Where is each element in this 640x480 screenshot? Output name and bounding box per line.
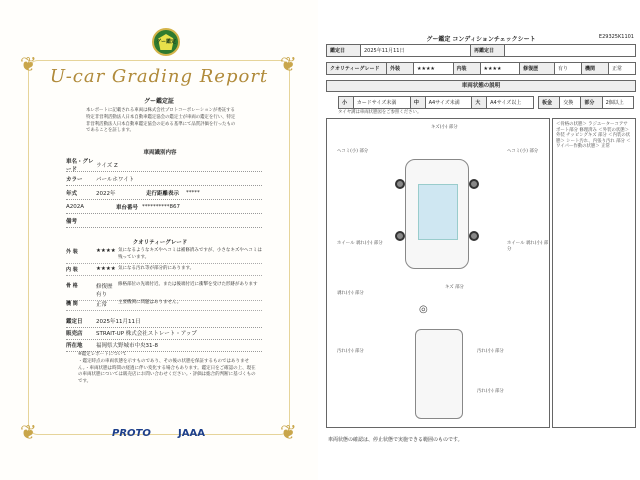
- goo-appraisal-logo: グー鑑定: [152, 28, 180, 56]
- swirl-ornament-icon: ❦: [20, 420, 37, 444]
- quality-section-title: クオリティーグレード: [132, 240, 188, 246]
- steering-wheel-icon: ◎: [419, 304, 428, 315]
- grade-row-exterior: 外 装 ★★★★ 気になるようなキズやヘコミは補修済みですが、小さなキズやヘコミは残っています。: [66, 248, 262, 264]
- label-front-right: ヘコミ(小) 部分: [507, 149, 539, 154]
- side-notes-panel: ＜骨格の状態＞ ラジエーターコアサポート部分 修理済み ＜外装の状態＞ 外装 チッピングキズ 部分 ＜内装の状態＞ シート汚れ、内張り汚れ 部分 ＜ワイパー作動の状態＞ 正常: [552, 118, 636, 428]
- tire-front-right-icon: [469, 179, 479, 189]
- label-floor: 汚れ(小) 部分: [477, 389, 504, 394]
- proto-logo: PROTO: [112, 428, 151, 439]
- intro-text: 本レポートに記載される車両は株式会社プロトコーポレーションが委託する特定非営利活動法人日本自動車鑑定協会の鑑定士が車両の鑑定を行い、特定非営利活動法人日本自動車鑑定協会の定める基準にて品質評価を行ったものであることを証します。: [86, 108, 236, 134]
- tire-front-left-icon: [395, 179, 405, 189]
- label-left-wheel: ホイール 剥れ(小) 部分: [337, 241, 383, 246]
- dates-table: 鑑定日 2025年11月11日 再鑑定日: [326, 44, 636, 57]
- grade-row-frame: 骨 格 修復歴 有り 修格部位の先端付近、または後端付近に衝撃を受けた形跡があります: [66, 282, 262, 301]
- report-brand-title: U-car Grading Report: [49, 66, 269, 87]
- tire-note: タイヤ溝は車両状態図をご参照ください。: [338, 110, 422, 115]
- label-front-left: ヘコミ(小) 部分: [337, 149, 369, 154]
- label-right-wheel: ホイール 剥れ(小) 部分: [507, 241, 549, 252]
- state-section-title: 車両状態の説明: [326, 80, 636, 92]
- swirl-ornament-icon: ❦: [280, 420, 297, 444]
- label-seat-right: 汚れ(小) 部分: [477, 349, 504, 354]
- label-seat-left: 汚れ(小) 部分: [337, 349, 364, 354]
- appraisal-date-row: 鑑定日 2025年11月11日: [66, 314, 262, 328]
- vehicle-remarks-row: 備考: [66, 214, 262, 228]
- condition-check-sheet: [322, 0, 640, 480]
- tire-rear-left-icon: [395, 231, 405, 241]
- label-rear-bumper: 剥れ(小) 部分: [337, 291, 364, 296]
- swirl-ornament-icon: ❦: [280, 52, 297, 76]
- vehicle-section-title: 車両識別内容: [143, 150, 177, 156]
- tire-rear-right-icon: [469, 231, 479, 241]
- report-notes: ※鑑定レポートについて ・鑑定時点の車両状態を示すものであり、その後の状態を保証するものではありません。・車両状態は時間の経過に伴い変化する場合もあります。鑑定日をご確認の上、現在の車両状態については販売店にお問い合わせください。・評価は総合的判断に基づくものです。: [78, 352, 256, 385]
- sheet-footer: 車両状態の確認は、停止状態で実施できる範囲のものです。: [328, 437, 463, 443]
- roof-glass: [418, 184, 458, 240]
- car-top-view: [405, 159, 469, 269]
- size-legend-table: 小 カードサイズ未満 中 A4サイズ未満 大 A4サイズ以上: [338, 96, 534, 109]
- label-rear-panel: キズ 部分: [445, 285, 464, 290]
- grade-row-engine: 機 関 正常 主要機関に問題はありません。: [66, 300, 262, 311]
- sheet-title: グー鑑定 コンディションチェックシート: [426, 36, 536, 43]
- vehicle-diagram-area: [326, 118, 550, 428]
- jaaa-logo: JAAA: [178, 428, 205, 439]
- label-roof: キズ(小) 部分: [431, 125, 458, 130]
- grade-row-interior: 内 装 ★★★★ 気になる汚れ等が部分的にあります。: [66, 266, 262, 276]
- type-legend-table: 板金 交換 部分 2個以上: [538, 96, 634, 109]
- vehicle-color-row: カラー パールホワイト: [66, 172, 262, 186]
- vehicle-year-row: 年式 2022年 走行距離表示 *****: [66, 186, 262, 200]
- document-number: E29325K1101: [598, 34, 634, 40]
- certificate-title: グー鑑定証: [143, 98, 174, 105]
- vehicle-vin-row: A202A 車台番号 **********867: [66, 200, 262, 214]
- quality-grade-table: クオリティーグレード 外装 ★★★★ 内装 ★★★★ 修復歴 有り 機関 正常: [326, 62, 636, 75]
- grading-report-certificate: [0, 0, 318, 480]
- location-row: 所在地 福岡県大野城市中央31-8: [66, 338, 262, 352]
- dealer-row: 販売店 STRAIT-UP 株式会社ストレート・アップ: [66, 326, 262, 340]
- swirl-ornament-icon: ❦: [20, 52, 37, 76]
- car-interior-view: [415, 329, 463, 419]
- vehicle-name-row: 車名・グレード ライズ Z: [66, 158, 262, 172]
